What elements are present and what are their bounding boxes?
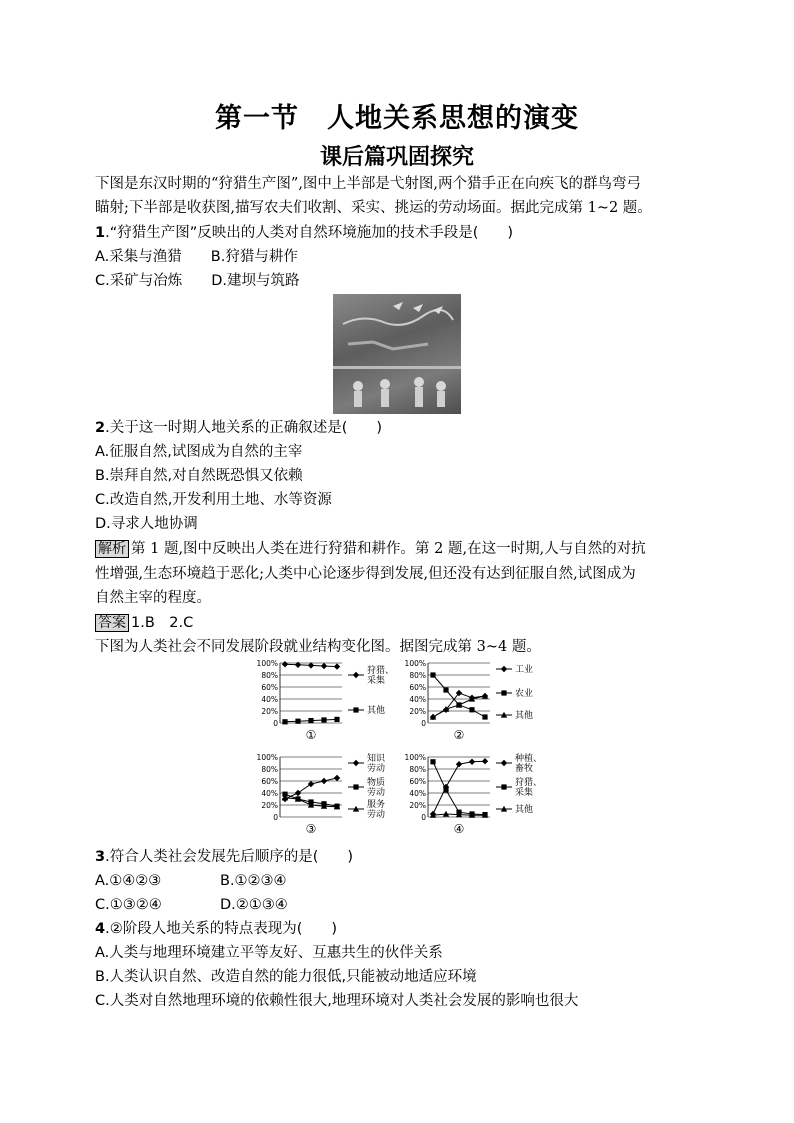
data-point bbox=[282, 661, 288, 667]
legend-label: 农业 bbox=[515, 689, 534, 699]
page-subtitle: 课后篇巩固探究 bbox=[319, 144, 474, 170]
q2-number: 2 bbox=[95, 420, 106, 436]
legend-marker bbox=[353, 784, 358, 789]
y-tick-label: 80% bbox=[261, 671, 278, 680]
legend-label: 采集 bbox=[367, 676, 386, 686]
intro-line-2: 瞄射;下半部是收获图,描写农夫们收割、采实、挑运的劳动场面。据此完成第 1~2 题。 bbox=[95, 200, 652, 216]
answer-text: 1.B 2.C bbox=[131, 615, 194, 631]
y-tick-label: 80% bbox=[409, 671, 426, 680]
question-1 bbox=[95, 221, 513, 245]
data-point bbox=[469, 707, 474, 712]
employment-charts bbox=[250, 655, 570, 845]
data-point bbox=[295, 662, 301, 668]
data-point bbox=[443, 787, 448, 792]
legend-marker bbox=[501, 760, 507, 766]
analysis-line-1 bbox=[95, 537, 646, 561]
y-tick-label: 20% bbox=[261, 801, 278, 810]
data-point bbox=[443, 687, 448, 692]
y-tick-label: 60% bbox=[261, 683, 278, 692]
data-point bbox=[308, 781, 314, 787]
panel-label: ① bbox=[305, 728, 317, 742]
q4-text: .②阶段人地关系的特点表现为( ) bbox=[105, 921, 338, 937]
analysis-text-1: 第 1 题,图中反映出人类在进行狩猎和耕作。第 2 题,在这一时期,人与自然的对抗 bbox=[131, 541, 646, 557]
legend-marker bbox=[501, 784, 506, 789]
question-4 bbox=[95, 917, 337, 941]
answer-line bbox=[95, 611, 193, 635]
data-point bbox=[482, 714, 487, 719]
data-point bbox=[430, 759, 435, 764]
data-point bbox=[469, 759, 475, 765]
legend-label: 畜牧 bbox=[515, 764, 534, 774]
legend-label: 劳动 bbox=[367, 788, 386, 798]
legend-label: 其他 bbox=[515, 711, 534, 721]
q3-number: 3 bbox=[95, 849, 106, 865]
q2-option-b: B.崇拜自然,对自然既恐惧又依赖 bbox=[95, 468, 303, 484]
q3-option-d: D.②①③④ bbox=[220, 897, 288, 913]
data-point bbox=[308, 718, 313, 723]
q1-options-row-1: A.采集与渔猎 B.狩猎与耕作 bbox=[95, 249, 298, 265]
legend-label: 狩猎、 bbox=[367, 666, 395, 676]
data-point bbox=[456, 761, 462, 767]
panel-label: ④ bbox=[453, 822, 465, 836]
y-tick-label: 80% bbox=[409, 765, 426, 774]
chart-panel-2 bbox=[405, 659, 533, 742]
y-tick-label: 0 bbox=[421, 813, 426, 822]
y-tick-label: 100% bbox=[404, 753, 426, 762]
y-tick-label: 40% bbox=[409, 695, 426, 704]
q4-option-b: B.人类认识自然、改造自然的能力很低,只能被动地适应环境 bbox=[95, 969, 477, 985]
y-tick-label: 100% bbox=[404, 659, 426, 668]
panel-label: ② bbox=[453, 728, 465, 742]
legend-label: 物质 bbox=[367, 778, 386, 788]
q1-text: .“狩猎生产图”反映出的人类对自然环境施加的技术手段是( ) bbox=[105, 225, 514, 241]
y-tick-label: 100% bbox=[256, 659, 278, 668]
answer-tag: 答案 bbox=[95, 614, 129, 632]
legend-label: 工业 bbox=[515, 665, 534, 675]
data-point bbox=[282, 719, 287, 724]
q2-text: .关于这一时期人地关系的正确叙述是( ) bbox=[105, 420, 383, 436]
q4-option-a: A.人类与地理环境建立平等友好、互惠共生的伙伴关系 bbox=[95, 945, 443, 961]
page-title: 第一节 人地关系思想的演变 bbox=[215, 103, 579, 134]
q3-text: .符合人类社会发展先后顺序的是( ) bbox=[105, 849, 354, 865]
legend-marker bbox=[353, 672, 359, 678]
chart-panel-4 bbox=[405, 752, 542, 836]
legend-label: 知识 bbox=[367, 754, 386, 764]
y-tick-label: 20% bbox=[261, 707, 278, 716]
chart-panel-3 bbox=[257, 752, 386, 836]
panel-label: ③ bbox=[305, 822, 317, 836]
q3-option-a: A.①④②③ bbox=[95, 873, 162, 889]
y-tick-label: 60% bbox=[409, 777, 426, 786]
q2-option-c: C.改造自然,开发利用土地、水等资源 bbox=[95, 492, 332, 508]
question-2 bbox=[95, 416, 382, 440]
legend-label: 服务 bbox=[367, 800, 386, 810]
analysis-line-2: 性增强,生态环境趋于恶化;人类中心论逐步得到发展,但还没有达到征服自然,试图成为 bbox=[95, 566, 636, 582]
y-tick-label: 0 bbox=[273, 813, 278, 822]
series-line bbox=[433, 762, 485, 815]
q3-option-b: B.①②③④ bbox=[220, 873, 287, 889]
y-tick-label: 60% bbox=[409, 683, 426, 692]
data-point bbox=[334, 663, 340, 669]
legend-label: 其他 bbox=[367, 706, 386, 716]
q2-option-a: A.征服自然,试图成为自然的主宰 bbox=[95, 444, 303, 460]
question-3 bbox=[95, 845, 353, 869]
data-point bbox=[430, 672, 435, 677]
q1-options-row-2: C.采矿与冶炼 D.建坝与筑路 bbox=[95, 273, 300, 289]
q4-option-c: C.人类对自然地理环境的依赖性很大,地理环境对人类社会发展的影响也很大 bbox=[95, 993, 579, 1009]
y-tick-label: 40% bbox=[261, 789, 278, 798]
q2-option-d: D.寻求人地协调 bbox=[95, 516, 198, 532]
data-point bbox=[334, 775, 340, 781]
data-point bbox=[321, 778, 327, 784]
analysis-line-3: 自然主宰的程度。 bbox=[95, 590, 211, 606]
legend-label: 劳动 bbox=[367, 764, 386, 774]
legend-marker bbox=[501, 690, 506, 695]
y-tick-label: 20% bbox=[409, 801, 426, 810]
data-point bbox=[321, 663, 327, 669]
legend-label: 其他 bbox=[515, 805, 534, 815]
data-point bbox=[334, 717, 339, 722]
data-point bbox=[321, 717, 326, 722]
y-tick-label: 40% bbox=[409, 789, 426, 798]
data-point bbox=[482, 758, 488, 764]
intro-line-1: 下图是东汉时期的“狩猎生产图”,图中上半部是弋射图,两个猎手正在向疾飞的群鸟弯弓 bbox=[95, 176, 642, 192]
data-point bbox=[295, 790, 301, 796]
legend-marker bbox=[353, 707, 358, 712]
y-tick-label: 0 bbox=[421, 719, 426, 728]
q1-number: 1 bbox=[95, 225, 106, 241]
y-tick-label: 80% bbox=[261, 765, 278, 774]
q3-option-c: C.①③②④ bbox=[95, 897, 162, 913]
y-tick-label: 20% bbox=[409, 707, 426, 716]
legend-label: 种植、 bbox=[515, 754, 543, 764]
hunting-relief-image bbox=[333, 294, 461, 414]
y-tick-label: 100% bbox=[256, 753, 278, 762]
data-point bbox=[295, 719, 300, 724]
legend-label: 狩猎、 bbox=[515, 778, 543, 788]
y-tick-label: 0 bbox=[273, 719, 278, 728]
legend-label: 采集 bbox=[515, 788, 534, 798]
intro2-line: 下图为人类社会不同发展阶段就业结构变化图。据图完成第 3~4 题。 bbox=[95, 639, 541, 655]
analysis-tag: 解析 bbox=[95, 540, 129, 558]
legend-marker bbox=[501, 666, 507, 672]
legend-label: 劳动 bbox=[367, 810, 386, 820]
q4-number: 4 bbox=[95, 921, 106, 937]
y-tick-label: 60% bbox=[261, 777, 278, 786]
y-tick-label: 40% bbox=[261, 695, 278, 704]
chart-panel-1 bbox=[257, 659, 394, 742]
legend-marker bbox=[353, 760, 359, 766]
